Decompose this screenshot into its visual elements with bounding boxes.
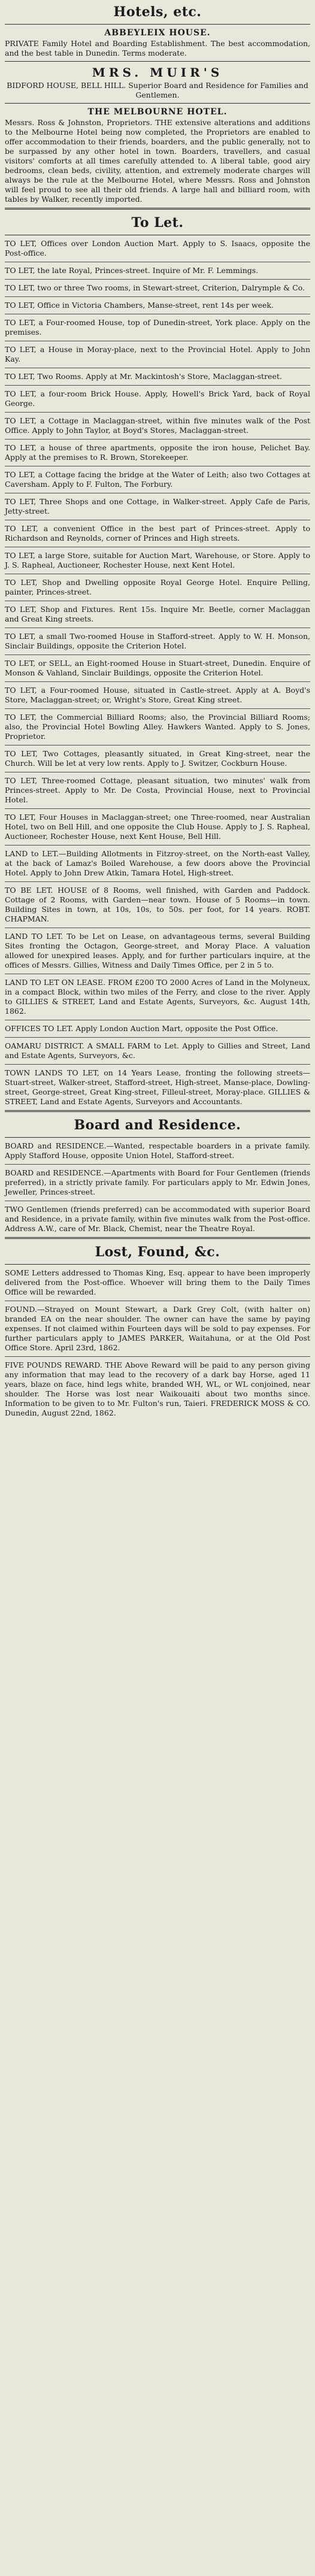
list-item: TO LET, a Cottage in Maclaggan-street, within five minutes walk of the Post Office. Apply to John Taylor, at Boyd's Stores, Maclaggan-street.: [5, 416, 310, 435]
list-item: TO LET, a small Two-roomed House in Stafford-street. Apply to W. H. Monson, Sinclair Buildings, opposite the Criterion Hotel.: [5, 631, 310, 650]
divider: [5, 412, 310, 413]
divider: [5, 1264, 310, 1265]
list-item: TO LET, two or three Two rooms, in Stewart-street, Criterion, Dalrymple & Co.: [5, 283, 305, 292]
list-item: TO LET, Four Houses in Maclaggan-street; one Three-roomed, near Australian Hotel, two on Bell Hill, and one opposite the Club House. Apply to J. S. Rapheal, Auctioneer, Rochester House, next Kent House, Bell Hill.: [5, 812, 310, 841]
list-item: TO LET, Three Shops and one Cottage, in Walker-street. Apply Cafe de Paris, Jetty-street.: [5, 496, 310, 516]
divider: [5, 385, 310, 386]
divider: [5, 1037, 310, 1038]
list-item: TO LET, a convenient Office in the best part of Princes-street. Apply to Richardson and Reynolds, corner of Princes and High streets.: [5, 523, 310, 543]
ad-title: THE MELBOURNE HOTEL.: [87, 107, 228, 117]
list-item: TO BE LET. HOUSE of 8 Rooms, well finished, with Garden and Paddock. Cottage of 2 Rooms, with Garden—near town. House of 5 Rooms—in town. Building Sites in town, at 10s, 10s, to 50s. per foot, for 14 years. ROBT. CHAPMAN.: [5, 885, 310, 923]
list-item: OAMARU DISTRICT. A SMALL FARM to Let. Apply to Gillies and Street, Land and Estate Agents, Surveyors, &c.: [5, 1041, 310, 1060]
list-item: TO LET, the Commercial Billiard Rooms; also, the Provincial Billiard Rooms; also, the Provincial Hotel Bowling Alley. Hawkers Wanted. Apply to S. Jones, Proprietor.: [5, 712, 310, 741]
divider: [5, 708, 310, 709]
to-let-ads: [5, 239, 310, 1107]
list-item: TO LET, Shop and Dwelling opposite Royal George Hotel. Enquire Pelling, painter, Princes-street.: [5, 577, 310, 596]
divider: [5, 808, 310, 809]
section-heading-lost-found: Lost, Found, &c.: [95, 1244, 220, 1260]
divider: [5, 279, 310, 280]
list-item: LAND TO LET. To be Let on Lease, on advantageous terms, several Building Sites fronting the Octagon, George-street, and Moray Place. A valuation allowed for unexpired leases. Apply, and for further particulars inquire, at the offices of Messrs. Gillies, Witness and Daily Times Office, per 2 in 5 to.: [5, 931, 310, 969]
divider: [5, 103, 310, 104]
list-item: TO LET, or SELL, an Eight-roomed House in Stuart-street, Dunedin. Enquire of Monson & Vahland, Sinclair Buildings, opposite the Criterion Hotel.: [5, 658, 310, 677]
list-item: SOME Letters addressed to Thomas King, Esq. appear to have been improperly delivered from the Post-office. Whoever will bring them to the Daily Times Office will be rewarded.: [5, 1268, 310, 1297]
ad-body: BIDFORD HOUSE, BELL HILL. Superior Board and Residence for Families and Gentlemen.: [7, 80, 308, 99]
divider: [5, 208, 310, 210]
section-heading-board: Board and Residence.: [74, 1117, 241, 1133]
divider: [5, 1137, 310, 1138]
list-item: TO LET, Three-roomed Cottage, pleasant situation, two minutes' walk from Princes-street. Apply to Mr. De Costa, Provincial House, next to Provincial Hotel.: [5, 775, 310, 804]
divider: [5, 1064, 310, 1065]
list-item: LAND to LET.—Building Allotments in Fitzroy-street, on the North-east Valley, at the back of Lamaz's Boiled Warehouse, a few doors above the Provincial Hotel. Apply to John Drew Atkin, Tamara Hotel, High-street.: [5, 848, 310, 877]
ad-title: MRS. MUIR'S: [92, 65, 223, 80]
list-item: TO LET, a Cottage facing the bridge at the Water of Leith; also two Cottages at Caversham. Apply to F. Fulton, The Forbury.: [5, 469, 310, 489]
list-item: TWO Gentlemen (friends preferred) can be accommodated with superior Board and Residence, in a private family, within five minutes walk from the Post-office. Address A.W., care of Mr. Black, Chemist, near the Theatre Royal.: [5, 1204, 310, 1233]
list-item: BOARD and RESIDENCE.—Wanted, respectable boarders in a private family. Apply Stafford House, opposite Union Hotel, Stafford-street.: [5, 1141, 310, 1160]
divider: [5, 654, 310, 655]
divider: [5, 1356, 310, 1357]
ad-body: Messrs. Ross & Johnston, Proprietors. THE extensive alterations and additions to the Melbourne Hotel being now completed, the Proprietors are enabled to offer accommodation to their friends, boarders, and the public generally, not to be surpassed by any other hotel in town. Boarders, travellers, and casual visitors' comforts at all times carefully attended to. A liberal table, good airy bedrooms, clean beds, civility, attention, and extremely moderate charges will always be the rule at the Melbourne Hotel, where Messrs. Ross and Johnston will feel proud to see all their old friends. A large hall and billiard room, with tables by Walker, recently imported.: [5, 117, 310, 204]
list-item: BOARD and RESIDENCE.—Apartments with Board for Four Gentlemen (friends preferred), in a strictly private family. For particulars apply to Mr. Edwin Jones, Jeweller, Princes-street.: [5, 1168, 310, 1196]
divider: [5, 1110, 310, 1112]
list-item: FIVE POUNDS REWARD. THE Above Reward will be paid to any person giving any information that may lead to the recovery of a dark bay Horse, aged 11 years, blaze on face, hind legs white, branded WH, WL, or WL conjoined, near shoulder. The Horse was lost near Waikouaiti about two months since. Information to be given to to Mr. Fulton's run, Taieri. FREDERICK MOSS & CO. Dunedin, August 22nd, 1862.: [5, 1360, 310, 1418]
list-item: TO LET, Two Cottages, pleasantly situated, in Great King-street, near the Church. Will be let at very low rents. Apply to J. Switzer, Cockburn House.: [5, 748, 310, 768]
ad-muir: [5, 65, 310, 100]
ad-title: ABBEYLEIX HOUSE.: [104, 28, 211, 38]
list-item: TO LET, the late Royal, Princes-street. Inquire of Mr. F. Lemmings.: [5, 265, 259, 275]
list-item: TOWN LANDS TO LET, on 14 Years Lease, fronting the following streets— Stuart-street, Walker-street, Stafford-street, High-street, Manse-place, Dowling-street, George-street, Great King-street, Filleul-street, Moray-place. GILLIES & STREET, Land and Estate Agents, Surveyors and Accountants.: [5, 1068, 310, 1106]
section-heading-to-let: To Let.: [131, 214, 184, 231]
divider: [5, 61, 310, 62]
lost-found-ads: [5, 1268, 310, 1418]
divider: [5, 24, 310, 25]
divider: [5, 1164, 310, 1165]
divider: [5, 439, 310, 440]
board-ads: [5, 1141, 310, 1234]
list-item: TO LET, Two Rooms. Apply at Mr. Mackintosh's Store, Maclaggan-street.: [5, 371, 282, 381]
list-item: TO LET, a Four-roomed House, top of Dunedin-street, York place. Apply on the premises.: [5, 317, 310, 337]
list-item: TO LET, Shop and Fixtures. Rent 15s. Inquire Mr. Beetle, corner Maclaggan and Great King streets.: [5, 604, 310, 623]
divider: [5, 881, 310, 882]
list-item: OFFICES TO LET. Apply London Auction Mart, opposite the Post Office.: [5, 1023, 278, 1033]
section-heading-hotels: Hotels, etc.: [113, 4, 202, 20]
divider: [5, 681, 310, 682]
list-item: TO LET, a four-room Brick House. Apply, Howell's Brick Yard, back of Royal George.: [5, 389, 310, 408]
ad-abbeyleix: [5, 28, 310, 58]
list-item: TO LET, Offices over London Auction Mart. Apply to S. Isaacs, opposite the Post-office.: [5, 238, 310, 257]
list-item: FOUND.—Strayed on Mount Stewart, a Dark Grey Colt, (with halter on) branded EA on the near shoulder. The owner can have the same by paying expenses. If not claimed within Fourteen days will be sold to pay expenses. For further particulars apply to JAMES PARKER, Waitahuna, or at the Old Post Office Store. April 23rd, 1862.: [5, 1305, 310, 1353]
list-item: TO LET, a house of three apartments, opposite the iron house, Pelichet Bay. Apply at the premises to R. Brown, Storekeeper.: [5, 443, 310, 462]
list-item: TO LET, a House in Moray-place, next to the Provincial Hotel. Apply to John Kay.: [5, 344, 310, 363]
divider: [5, 296, 310, 297]
list-item: TO LET, Office in Victoria Chambers, Manse-street, rent 14s per week.: [5, 300, 274, 310]
list-item: TO LET, a large Store, suitable for Auction Mart, Warehouse, or Store. Apply to J. S. Rapheal, Auctioneer, Rochester House, next Kent Hotel.: [5, 550, 310, 569]
ad-body: PRIVATE Family Hotel and Boarding Establishment. The best accommodation, and the best table in Dunedin. Terms moderate.: [5, 39, 310, 58]
ad-melbourne: [5, 107, 310, 204]
list-item: LAND TO LET ON LEASE. FROM £200 TO 2000 Acres of Land in the Molyneux, in a compact Block, within two miles of the Ferry, and close to the river. Apply to GILLIES & STREET, Land and Estate Agents, Surveyors, &c. August 14th, 1862.: [5, 977, 310, 1016]
list-item: TO LET, a Four-roomed House, situated in Castle-street. Apply at A. Boyd's Store, Maclaggan-street; or, Wright's Store, Great King street.: [5, 685, 310, 704]
divider: [5, 1237, 310, 1239]
